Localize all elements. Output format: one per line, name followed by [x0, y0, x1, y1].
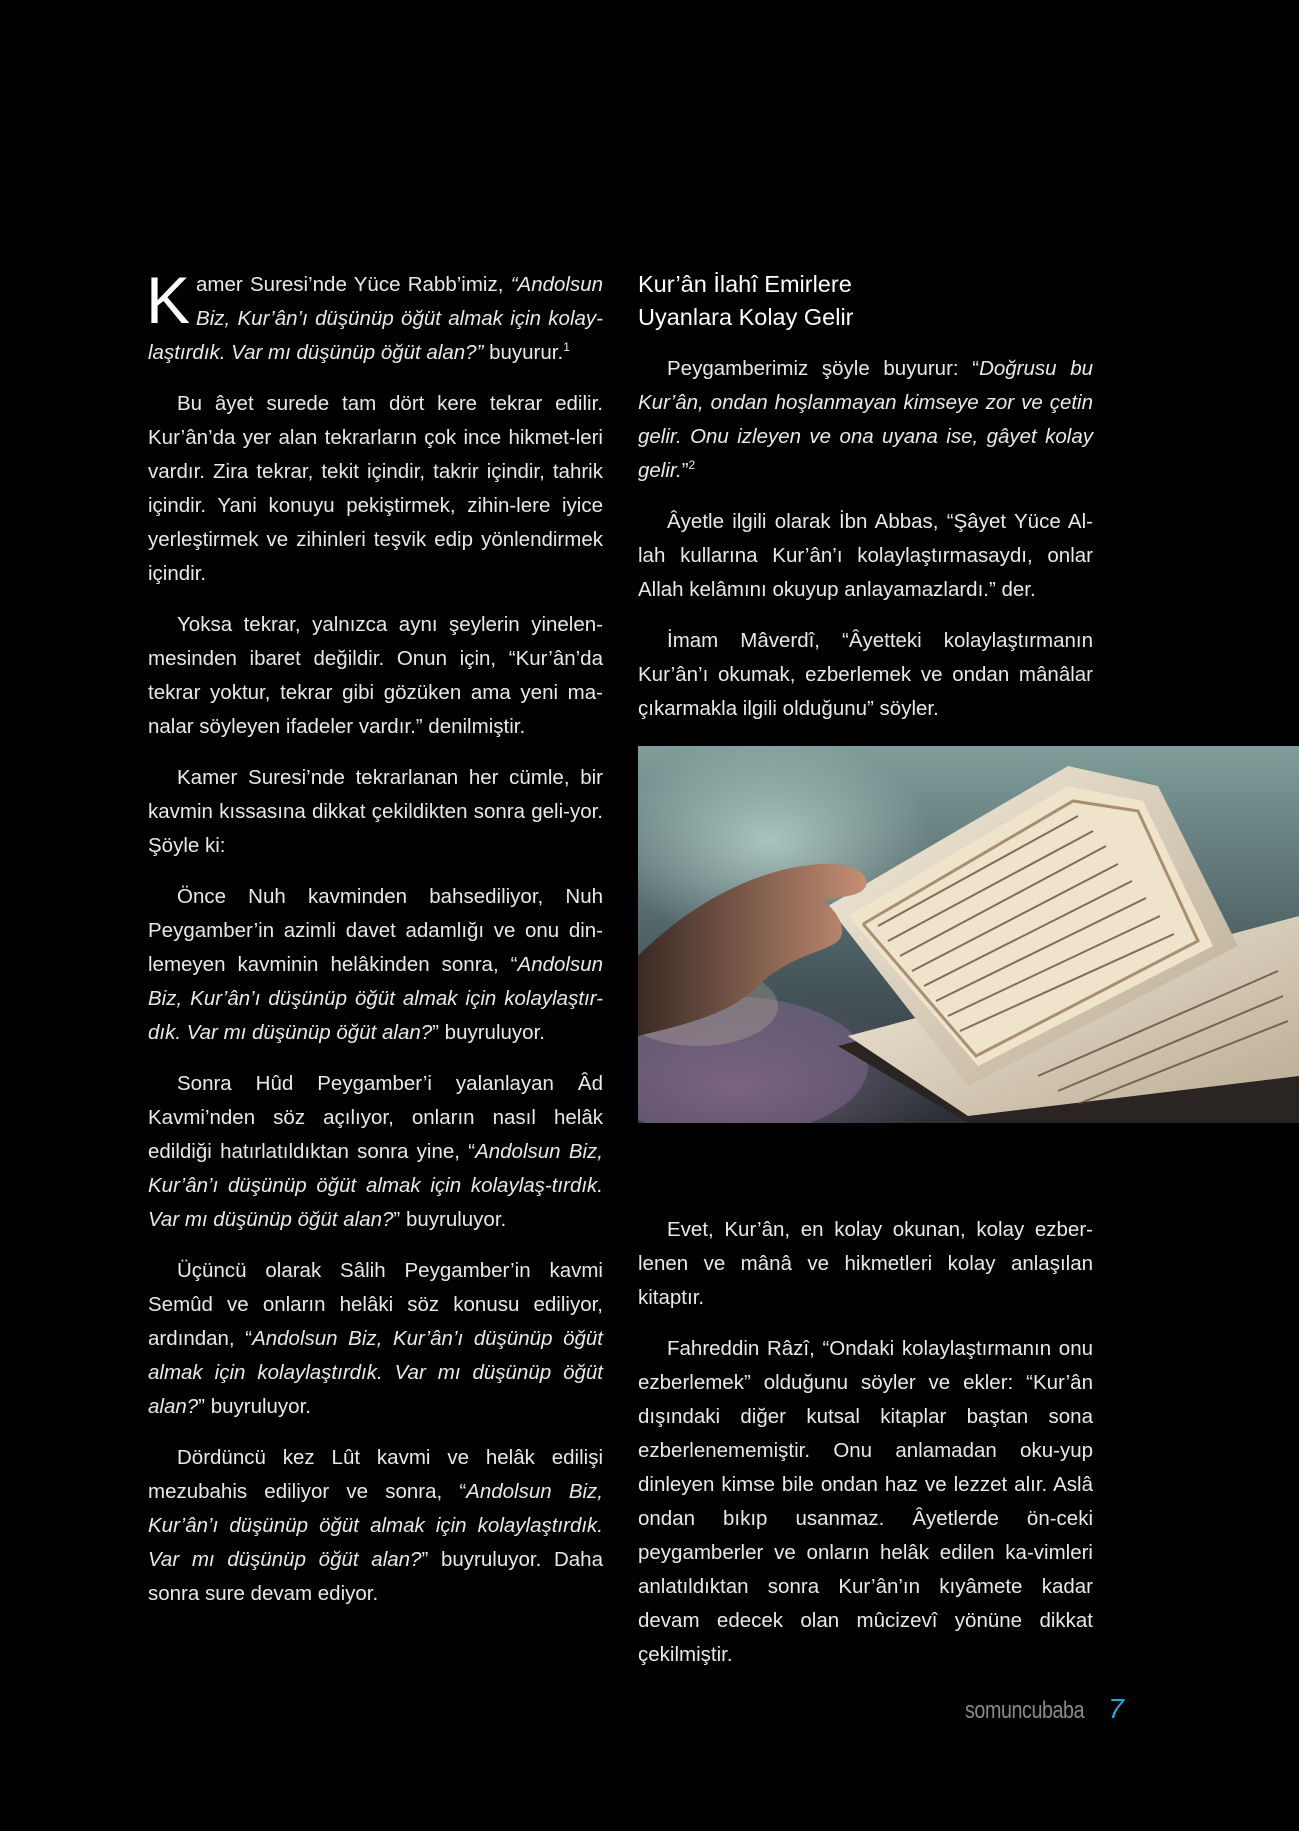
- paragraph: [148, 761, 603, 863]
- paragraph: [638, 1332, 1093, 1672]
- paragraph: [148, 387, 603, 591]
- text-run: Dördüncü kez Lût kavmi ve helâk edilişi mezubahis ediliyor ve sonra, “: [148, 1446, 603, 1503]
- paragraph: [148, 608, 603, 744]
- section-heading: [638, 268, 1093, 334]
- paragraph: [148, 1254, 603, 1424]
- text-run: Önce Nuh kavminden bahsediliyor, Nuh Peygamber’in azimli davet adamlığı ve onu din-lemeyen kavminin helâkinden sonra, “: [148, 885, 603, 976]
- paragraph: [638, 505, 1093, 607]
- verse-quote: “Andolsun Biz, Kur’ân’ı düşünüp öğüt almak için kolay-laştırdık. Var mı düşünüp öğüt alan?”: [148, 273, 603, 364]
- footnote-marker: 1: [563, 340, 570, 355]
- text-run: ” buyruluyor. Daha sonra sure devam ediyor.: [148, 1548, 603, 1605]
- text-run: ” buyruluyor.: [393, 1208, 507, 1231]
- text-run: Fahreddin Râzî, “Ondaki kolaylaştırmanın onu ezberlemek” olduğunu söyler ve ekler: “Kur’ân dışındaki diğer kutsal kitaplar baştan sona ezberlenememiştir. Onu anlamadan oku-yup dinleyen kimse bile ondan haz ve lezzet alır. Aslâ ondan bıkıp usanmaz. Âyetlerde ön-ceki peygamberler ve onların helâk edilen ka-vimleri anlatıldıktan sonra Kur’ân’ın kıyâmete kadar devam edecek olan mûcizevî yönüne dikkat çekilmiştir.: [638, 1337, 1093, 1666]
- section-heading-line: Uyanlara Kolay Gelir: [638, 304, 854, 330]
- section-heading-line: Kur’ân İlahî Emirlere: [638, 271, 852, 297]
- verse-quote: Andolsun Biz, Kur’ân’ı düşünüp öğüt almak için kolaylaştırdık. Var mı düşünüp öğüt alan?: [148, 1480, 603, 1571]
- footnote-marker: 2: [688, 458, 696, 473]
- text-run: ” buyruluyor.: [198, 1395, 311, 1418]
- intro-paragraph: [146, 263, 603, 370]
- text-run: ”: [681, 459, 689, 482]
- paragraph: [638, 624, 1093, 726]
- page-footer: [965, 1693, 1124, 1725]
- paragraph: [148, 880, 603, 1050]
- text-run: Yoksa tekrar, yalnızca aynı şeylerin yinelen-mesinden ibaret değildir. Onun için, “Kur’ân’da tekrar yoktur, tekrar gibi gözüken ama yeni ma-nalar söyleyen ifadeler vardır.” denilmiştir.: [148, 613, 603, 738]
- drop-cap: K: [146, 263, 191, 337]
- left-column: [146, 263, 604, 1628]
- verse-quote: Andolsun Biz, Kur’ân’ı düşünüp öğüt almak için kolaylaştırdık. Var mı düşünüp öğüt alan?: [148, 1327, 603, 1418]
- paragraph: [638, 1213, 1093, 1315]
- text-run: Kamer Suresi’nde tekrarlanan her cümle, bir kavmin kıssasına dikkat çekildikten sonra geli-yor. Şöyle ki:: [148, 766, 603, 857]
- paragraph: [148, 1441, 603, 1611]
- text-run: Evet, Kur’ân, en kolay okunan, kolay ezber-lenen ve mânâ ve hikmetleri kolay anlaşılan kitaptır.: [638, 1218, 1093, 1309]
- paragraph: [148, 1067, 603, 1237]
- text-run: İmam Mâverdî, “Âyetteki kolaylaştırmanın Kur’ân’ı okumak, ezberlemek ve ondan mânâlar çıkarmakla ilgili olduğunu” söyler.: [638, 629, 1093, 720]
- text-run: Bu âyet surede tam dört kere tekrar edilir. Kur’ân’da yer alan tekrarların çok ince hikmet-leri vardır. Zira tekrar, tekit içindir, takrir içindir, tahrik içindir. Yani konuyu pekiştirmek, zihin-lere iyice yerleştirmek ve zihinleri teşvik edip yönlendirmek içindir.: [148, 392, 603, 585]
- paragraph: [638, 352, 1093, 488]
- text-run: amer Suresi’nde Yüce Rabb’imiz,: [196, 273, 511, 296]
- text-run: Peygamberimiz şöyle buyurur: “: [667, 357, 980, 380]
- text-run: Sonra Hûd Peygamber’i yalanlayan Âd Kavmi’nden söz açılıyor, onların nasıl helâk edildiği hatırlatıldıktan sonra yine, “: [148, 1072, 603, 1163]
- verse-quote: Doğrusu bu Kur’ân, ondan hoşlanmayan kimseye zor ve çetin gelir. Onu izleyen ve ona uyana ise, gâyet kolay gelir.: [638, 357, 1094, 482]
- intro-text: [146, 263, 603, 364]
- quran-photo: [638, 746, 1299, 1123]
- verse-quote: Andolsun Biz, Kur’ân’ı düşünüp öğüt almak için kolaylaştır-dık. Var mı düşünüp öğüt alan?: [148, 953, 603, 1044]
- open-book-illustration: [638, 746, 1299, 1123]
- text-run: ” buyruluyor.: [432, 1021, 545, 1044]
- page-number: 7: [1108, 1693, 1124, 1724]
- text-run: Âyetle ilgili olarak İbn Abbas, “Şâyet Yüce Al-lah kullarına Kur’ân’ı kolaylaştırmasaydı, onlar Allah kelâmını okuyup anlayamazlardı.” der.: [638, 510, 1093, 601]
- text-run: Üçüncü olarak Sâlih Peygamber’in kavmi Semûd ve onların helâki söz konusu ediliyor, ardından, “: [148, 1259, 603, 1350]
- magazine-brand: somuncubaba: [965, 1697, 1085, 1724]
- verse-quote: Andolsun Biz, Kur’ân’ı düşünüp öğüt almak için kolaylaş-tırdık. Var mı düşünüp öğüt alan?: [148, 1140, 604, 1231]
- text-run: buyurur.: [483, 341, 564, 364]
